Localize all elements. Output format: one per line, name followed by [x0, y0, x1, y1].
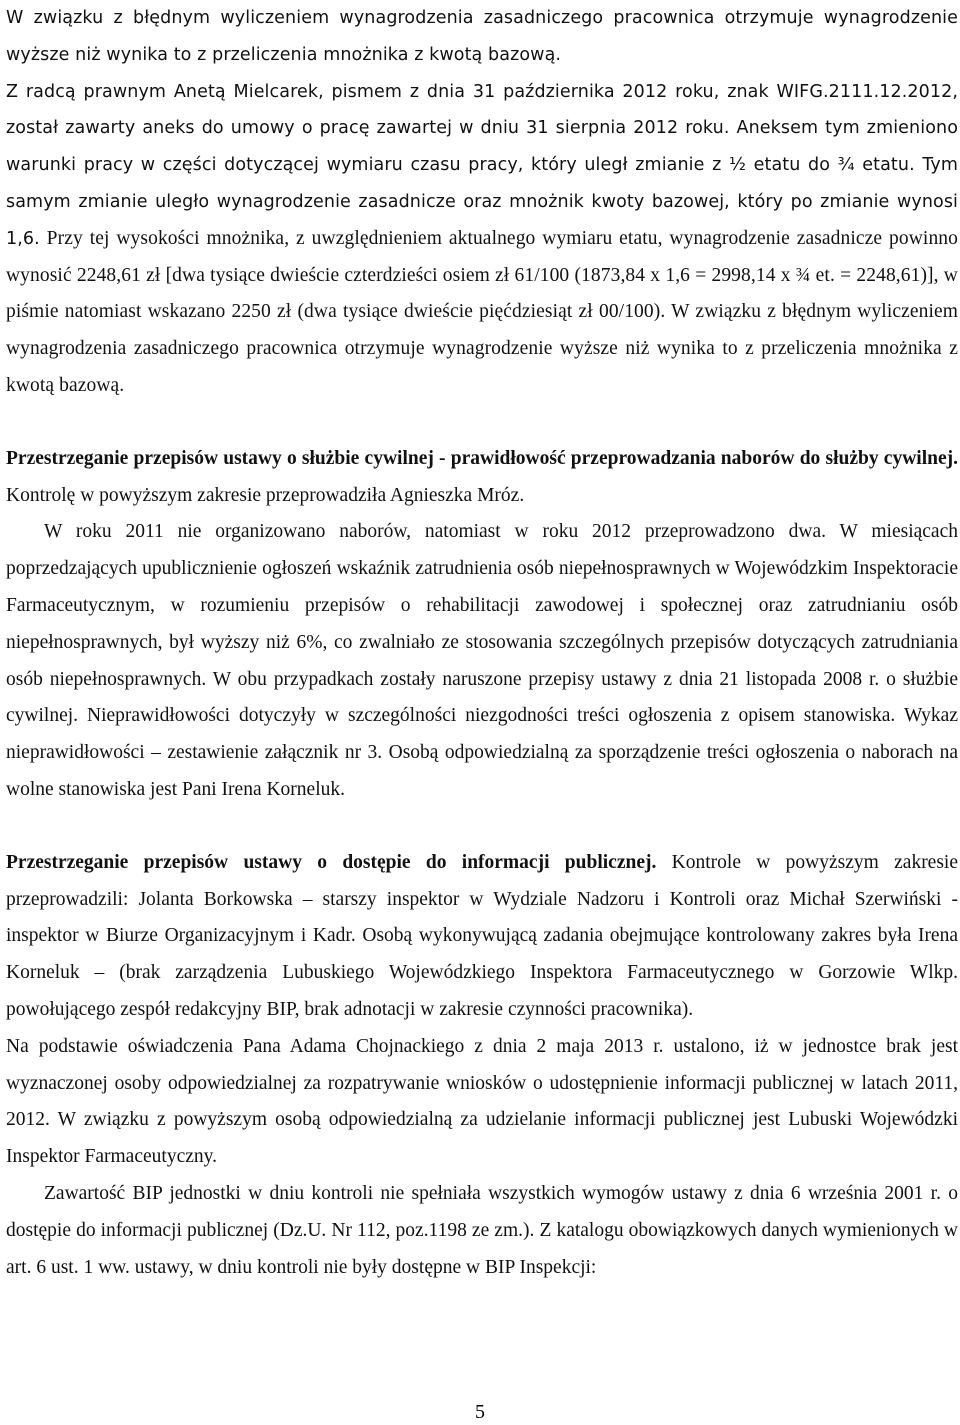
civil-service-inspector-text: Kontrolę w powyższym zakresie przeprowadziła Agnieszka Mróz. — [6, 484, 525, 506]
public-information-inspectors-text: Kontrole w powyższym zakresie przeprowadzili: Jolanta Borkowska – starszy inspektor w Wydziale Nadzoru i Kontroli oraz Michał Szerwiński - inspektor w Biurze Organizacyjnym i Kadr. Osobą wykonywującą zadania obejmujące kontrolowany zakres była Irena Korneluk – (brak zarządzenia Lubuskiego Wojewódzkiego Inspektora Farmaceutycznego w Gorzowie Wlkp. powołującego zespół redakcyjny BIP, brak adnotacji w zakresie czynności pracownika). — [6, 851, 958, 1020]
section-public-information — [6, 845, 958, 1029]
paragraph-salary-error-intro: W związku z błędnym wyliczeniem wynagrodzenia zasadniczego pracownica otrzymuje wynagrodzenie wyższe niż wynika to z przeliczenia mnożnika z kwotą bazową. — [6, 8, 958, 65]
section-heading-public-information: Przestrzeganie przepisów ustawy o dostępie do informacji publicznej. — [6, 851, 657, 873]
paragraph-statement-findings: Na podstawie oświadczenia Pana Adama Chojnackiego z dnia 2 maja 2013 r. ustalono, iż w jednostce brak jest wyznaczonej osoby odpowiedzialnej za rozpatrywanie wniosków o udostępnienie informacji publicznej w latach 2011, 2012. W związku z powyższym osobą odpowiedzialną za udzielanie informacji publicznej jest Lubuski Wojewódzki Inspektor Farmaceutyczny. — [6, 1035, 958, 1168]
paragraph-bip-content: Zawartość BIP jednostki w dniu kontroli nie spełniała wszystkich wymogów ustawy z dnia 6 września 2001 r. o dostępie do informacji publicznej (Dz.U. Nr 112, poz.1198 ze zm.). Z katalogu obowiązkowych danych wymienionych w art. 6 ust. 1 ww. ustawy, w dniu kontroli nie były dostępne w BIP Inspekcji: — [6, 1182, 958, 1278]
page-number: 5 — [475, 1401, 485, 1423]
section-spacer — [6, 405, 958, 441]
section-civil-service — [6, 441, 958, 515]
annex-agreement-text: Z radcą prawnym Anetą Mielcarek, pismem z dnia 31 października 2012 roku, znak WIFG.2111.12.2012, został zawarty aneks do umowy o pracę zawartej w dniu 31 sierpnia 2012 roku. Aneksem tym zmieniono warunki pracy w części dotyczącej wymiaru czasu pracy, który uległ zmianie z ½ etatu do ¾ etatu. Tym samym zmianie uległo wynagrodzenie zasadnicze oraz mnożnik kwoty bazowej, który po zmianie wynosi 1,6. — [6, 81, 958, 249]
section-heading-civil-service: Przestrzeganie przepisów ustawy o służbie cywilnej - prawidłowość przeprowadzania naborów do służby cywilnej. — [6, 447, 958, 469]
salary-calculation-text: Przy tej wysokości mnożnika, z uwzględnieniem aktualnego wymiaru etatu, wynagrodzenie zasadnicze powinno wynosić 2248,61 zł [dwa tysiące dwieście czterdzieści osiem zł 61/100 (1873,84 x 1,6 = 2998,14 x ¾ et. = 2248,61)], w piśmie natomiast wskazano 2250 zł (dwa tysiące dwieście pięćdziesiąt zł 00/100). W związku z błędnym wyliczeniem wynagrodzenia zasadniczego pracownica otrzymuje wynagrodzenie wyższe niż wynika to z przeliczenia mnożnika z kwotą bazową. — [6, 227, 958, 396]
paragraph-recruitment-findings: W roku 2011 nie organizowano naborów, natomiast w roku 2012 przeprowadzono dwa. W miesiącach poprzedzających upublicznienie ogłoszeń wskaźnik zatrudnienia osób niepełnosprawnych w Wojewódzkim Inspektoracie Farmaceutycznym, w rozumieniu przepisów o rehabilitacji zawodowej i społecznej oraz zatrudnianiu osób niepełnosprawnych, był wyższy niż 6%, co zwalniało ze stosowania szczególnych przepisów dotyczących zatrudniania osób niepełnosprawnych. W obu przypadkach zostały naruszone przepisy ustawy z dnia 21 listopada 2008 r. o służbie cywilnej. Nieprawidłowości dotyczyły w szczególności niezgodności treści ogłoszenia z opisem stanowiska. Wykaz nieprawidłowości – zestawienie załącznik nr 3. Osobą odpowiedzialną za sporządzenie treści ogłoszenia o naborach na wolne stanowiska jest Pani Irena Korneluk. — [6, 521, 958, 800]
paragraph-annex-agreement — [6, 74, 958, 405]
section-spacer — [6, 809, 958, 845]
